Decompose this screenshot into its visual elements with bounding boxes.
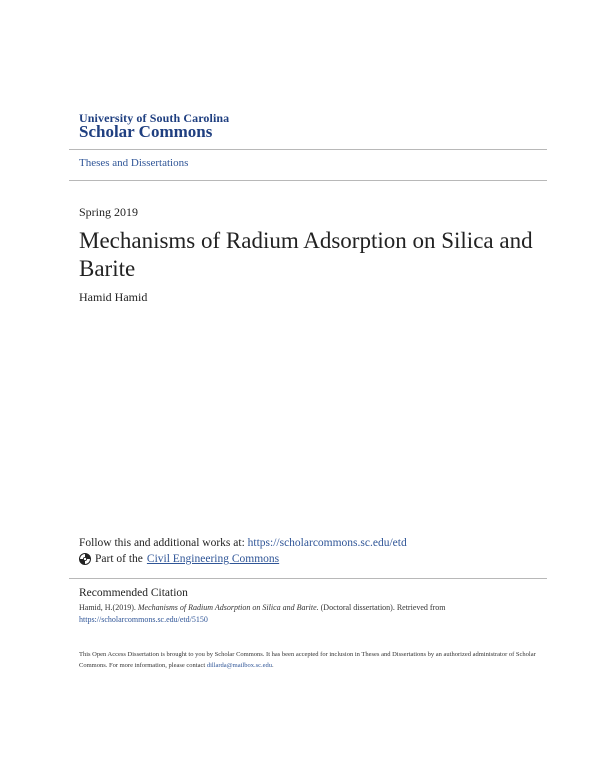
follow-prefix: Follow this and additional works at: [79, 537, 248, 549]
university-name: University of South Carolina [79, 111, 230, 125]
follow-link[interactable]: https://scholarcommons.sc.edu/etd [247, 537, 407, 549]
access-notice [79, 649, 549, 671]
citation-type: (Doctoral dissertation). Retrieved from [318, 603, 446, 612]
part-of-line [79, 553, 279, 565]
network-logo-icon [79, 553, 91, 565]
collection-link[interactable]: Theses and Dissertations [79, 157, 189, 169]
repository-name[interactable]: Scholar Commons [79, 122, 213, 141]
citation-link[interactable]: https://scholarcommons.sc.edu/etd/5150 [79, 615, 208, 624]
citation-authors: Hamid, H.(2019). [79, 603, 138, 612]
citation-text [79, 602, 549, 626]
publication-date: Spring 2019 [79, 205, 139, 219]
document-title: Mechanisms of Radium Adsorption on Silica and Barite [79, 228, 533, 281]
follow-line [79, 537, 407, 549]
author-name: Hamid Hamid [79, 290, 148, 304]
citation-title: Mechanisms of Radium Adsorption on Silica and Barite. [137, 603, 319, 612]
divider [69, 149, 547, 150]
part-of-prefix: Part of the [95, 553, 143, 565]
notice-text: This Open Access Dissertation is brought to you by Scholar Commons. It has been accepted for inclusion in Theses and Dissertations by an authorized administrator of Scholar Commons. For more information, please contact [79, 651, 536, 669]
divider [69, 180, 547, 181]
divider [69, 578, 547, 579]
notice-end: . [272, 662, 274, 669]
commons-link[interactable]: Civil Engineering Commons [146, 553, 280, 565]
contact-email-link[interactable]: dillarda@mailbox.sc.edu [206, 662, 273, 669]
citation-heading: Recommended Citation [79, 587, 188, 599]
